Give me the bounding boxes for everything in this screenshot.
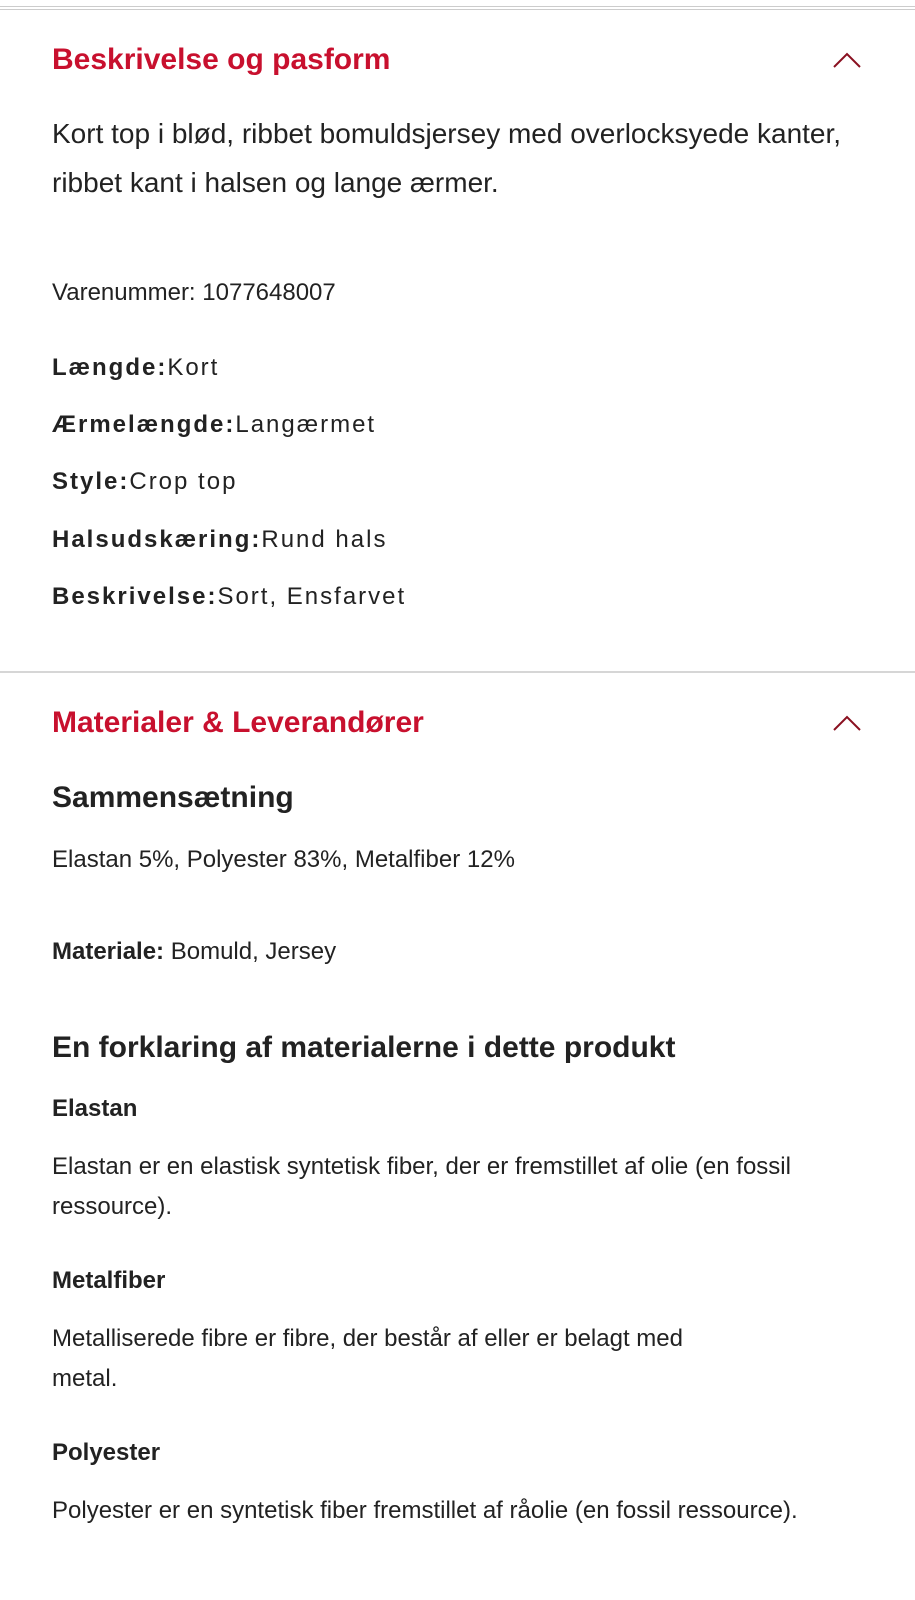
attr-label: Ærmelængde: xyxy=(52,411,236,438)
attribute-sleeve-length xyxy=(52,410,376,440)
attribute-style xyxy=(52,467,237,497)
attr-label: Længde: xyxy=(52,354,168,381)
attr-label: Halsudskæring: xyxy=(52,526,262,553)
chevron-up-icon[interactable] xyxy=(831,713,863,733)
chevron-up-icon[interactable] xyxy=(831,50,863,70)
material-line xyxy=(52,937,336,967)
attribute-length xyxy=(52,353,219,383)
attr-value: Sort, Ensfarvet xyxy=(217,583,407,610)
explanation-heading: En forklaring af materialerne i dette produkt xyxy=(52,1031,676,1064)
composition-heading: Sammensætning xyxy=(52,781,294,814)
article-number: Varenummer: 1077648007 xyxy=(52,279,336,306)
material-name: Metalfiber xyxy=(52,1267,166,1294)
top-border xyxy=(0,6,915,7)
material-value: Bomuld, Jersey xyxy=(170,938,337,965)
attr-value: Langærmet xyxy=(235,411,377,438)
attr-value: Kort xyxy=(167,354,220,381)
attribute-description xyxy=(52,582,406,612)
section-title: Beskrivelse og pasform xyxy=(52,43,391,76)
section-divider xyxy=(0,671,915,673)
product-description: Kort top i blød, ribbet bomuldsjersey med overlocksyede kanter, ribbet kant i halsen og lange ærmer. xyxy=(52,118,842,198)
material-text: Polyester er en syntetisk fiber fremstillet af råolie (en fossil ressource). xyxy=(52,1497,798,1524)
material-text: Metalliserede fibre er fibre, der består af eller er belagt med metal. xyxy=(52,1325,683,1392)
composition-text: Elastan 5%, Polyester 83%, Metalfiber 12% xyxy=(52,846,515,873)
attr-value: Crop top xyxy=(129,468,238,495)
attr-label: Beskrivelse: xyxy=(52,583,218,610)
section-title: Materialer & Leverandører xyxy=(52,706,424,739)
material-label: Materiale: xyxy=(52,938,165,965)
attribute-neckline xyxy=(52,525,387,555)
top-border xyxy=(0,9,915,10)
attr-label: Style: xyxy=(52,468,130,495)
material-text: Elastan er en elastisk syntetisk fiber, der er fremstillet af olie (en fossil ressource). xyxy=(52,1153,791,1220)
attr-value: Rund hals xyxy=(261,526,388,553)
material-name: Elastan xyxy=(52,1095,138,1122)
material-name: Polyester xyxy=(52,1439,161,1466)
